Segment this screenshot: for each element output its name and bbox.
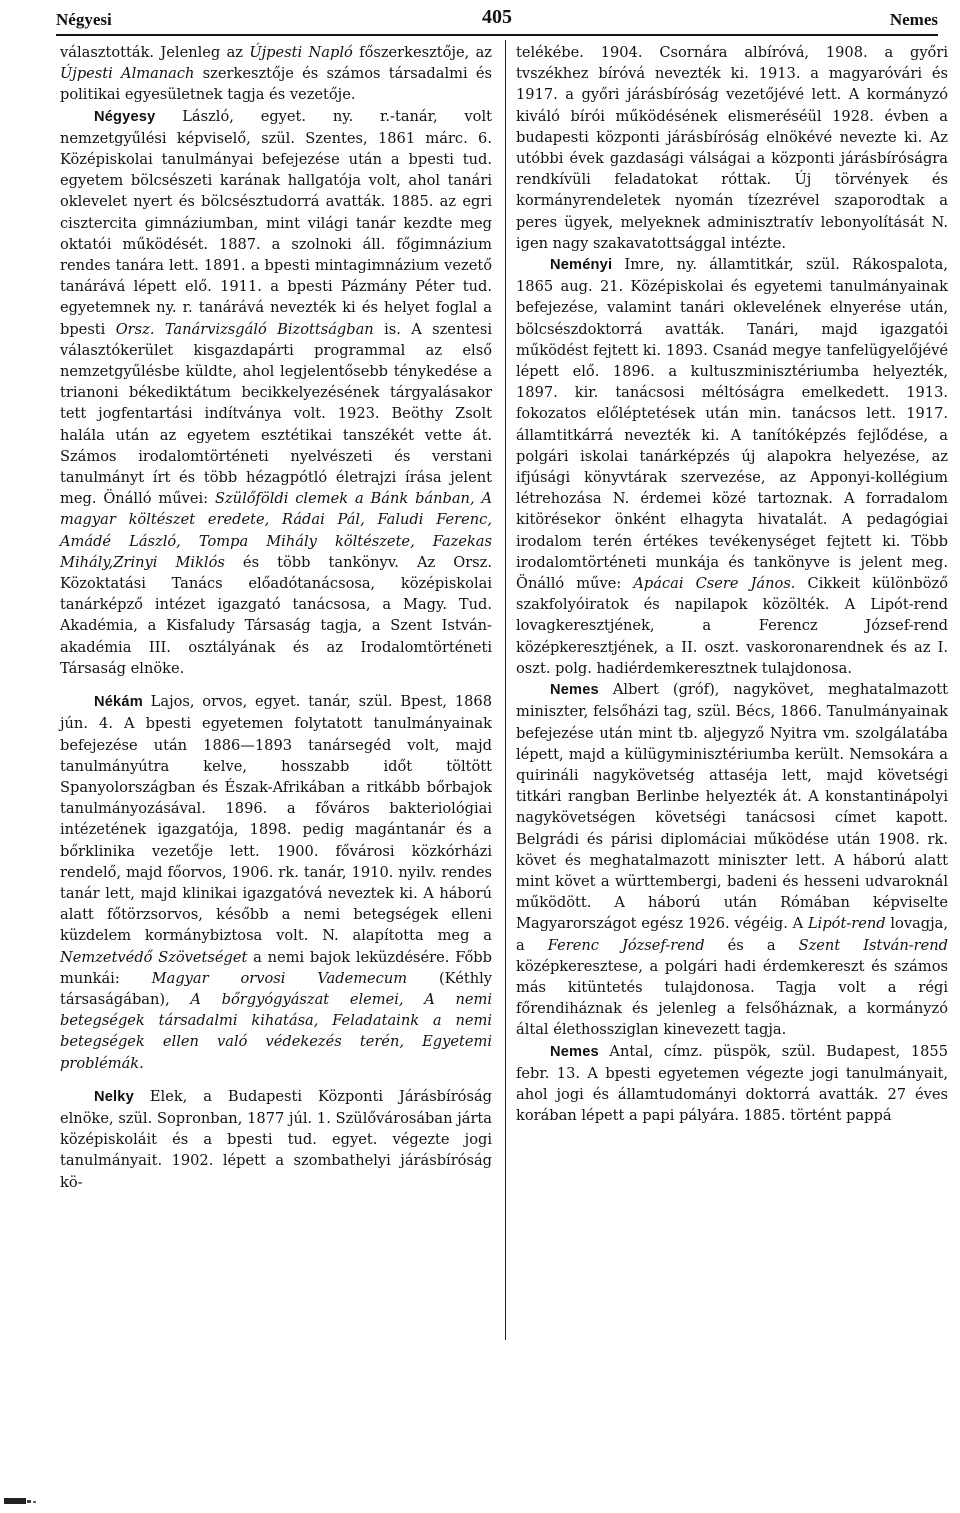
italic-title: Szent István-rend [798, 936, 949, 954]
entry-headword: Neményi [550, 257, 613, 274]
italic-title: a Bánk bánban, A magyar költészet eredete, Rádai Pál, Faludi Ferenc, Amádé László, Tompa Mihály költészete, Fazekas Mihály,Zrinyi Miklós [60, 490, 493, 571]
italic-title: Magyar orvosi Vademecum [151, 969, 408, 987]
italic-title: Apácai Csere János. [633, 575, 796, 593]
left-column [60, 42, 492, 1193]
entry-headword: Nékám [94, 694, 143, 711]
text-run: Albert (gróf), nagykövet, meghatalmazott miniszter, felsőházi tag, szül. Bécs, 1866. Tanulmányainak befejezése után mint tb. aljegyző Nyitra vm. szolgálatába lépett, majd a külügyminisztériumba került. Nemsokára a quirináli nagykövetség attaséja lett, majd követségi titkári rangban Berlinbe helyezték át. A konstantinápolyi nagykövetségen követségi tanácsosi címet kapott. Belgrádi és párisi diplomáciai működése után 1908. rk. követ és meghatalmazott miniszter lett. A háború alatt mint követ a württembergi, badeni és hesseni udvaroknál működött. A háború után Rómában képviselte Magyarországot egész 1926. végéig. A [516, 681, 948, 933]
entry-nekam [60, 691, 492, 1074]
italic-title: Újpesti Almanach [60, 65, 195, 83]
text-run: (Kéthly társaságában), [60, 969, 493, 1008]
italic-title: Lipót-rend [807, 915, 886, 933]
text-run: Lajos, orvos, egyet. tanár, szül. Bpest, 1868 jún. 4. A bpesti egyetemen folytatott tanulmányainak befejezése után 1886—1893 tanársegéd volt, majd tanulmányútra kelve, hosszabb időt töltött Spanyolországban és Észak-Afrikában a ritkább bőrbajok tanulmányozásával. 1896. a főváros bakteriológiai intézetének igazgatója, 1898. pedig magántanár és a bőrklinika vezetője lett. 1900. fővárosi közkórházi rendelő, majd főorvos, 1906. rk. tanár, 1910. nyilv. rendes tanár lett, majd klinikai igazgatóvá neveztek ki. A háború alatt főtörzsorvos, később a nemi betegségek elleni küzdelem kormánybiztosa volt. N. alapította meg a [60, 693, 492, 945]
text-run: a nemi bajok leküzdésére. Főbb munkái: [60, 948, 492, 987]
page-header [56, 6, 938, 32]
entry-nelky-continuation [516, 42, 948, 254]
column-divider [505, 40, 506, 1340]
text-run: Imre, ny. államtitkár, szül. Rákospalota, 1865 aug. 21. Középiskolai és egyetemi tanulmányainak befejezése, valamint tanári oklevelének elnyerése után, bölcsészdoktorrá avatták. Tanári, majd igazgatói működést fejtett ki. 1893. Csanád megye tanfelügyelőjévé lépett elő. 1896. a kultuszminisztériumba helyezték, 1897. kir. tanácsosi méltóságra emelkedett. 1913. fokozatos előléptetések után min. tanácsos lett. 1917. államtitkárrá nevezték ki. A tanítóképzés fejlődése, a polgári iskolai tanárképzés új alapokra helyezése, az ifjúsági könyvtárak szervezése, az Apponyi-kollégium létrehozása N. érdemei közé tartoznak. A forradalom kitörésekor önként elhagyta hivatalát. A pedagógiai irodalom terén értékes tevékenységet fejtett ki. Több irodalomtörténeti munkája és tankönyve is jelent meg. Önálló műve: [516, 256, 948, 593]
text-run [348, 490, 355, 507]
text-run: Cikkeit különböző szakfolyóiratok és napilapok közölték. A Lipót-rend lovagkeresztjének, a Ferencz József-rend középkeresztjének, a II. oszt. vaskoronarendnek és az I. oszt. polg. hadiérdemkeresztnek tulajdonosa. [516, 575, 949, 677]
text-run: Antal, címz. püspök, szül. Budapest, 1855 febr. 13. A bpesti egyetemen végezte jogi tanulmányait, ahol jogi és államtudományi doktorrá avatták. 27 éves korában lépett a papi pályára. 1885. történt pappá [516, 1042, 948, 1125]
header-rule [56, 34, 938, 36]
text-run: lovagja, a [516, 915, 948, 954]
italic-title: A bőrgyógyászat elemei, A nemi betegségek társadalmi kihatása, Feladataink a nemi betegségek ellen való védekezés terén, Egyetemi problémák. [60, 990, 492, 1072]
page-number: 405 [482, 6, 512, 28]
text-run: választották. Jelenleg az [60, 44, 250, 61]
entry-headword: Nemes [550, 682, 599, 699]
text-run: Elek, a Budapesti Központi Járásbíróság elnöke, szül. Sopronban, 1877 júl. 1. Szülővárosában járta középiskoláit és a bpesti tud. egyet. végezte jogi tanulmányait. 1902. lépett a szombathelyi járásbíróság kö- [60, 1087, 492, 1191]
italic-title: Ferenc József-rend [547, 936, 705, 954]
entry-nelky [60, 1086, 492, 1193]
text-run: főszerkesztője, az [352, 44, 492, 61]
header-right-keyword: Nemes [889, 10, 938, 29]
italic-title: Újpesti Napló [249, 44, 353, 61]
right-column [516, 42, 948, 1126]
text-run: is. A szentesi választókerület kisgazdapárti programmal az első nemzetgyűlésbe küldte, ahol legjelentősebb ténykedése a trianoni békediktátum becikkelyezésének tárgyalásakor tett jogfentartási indítványa volt. 1923. Beöthy Zsolt halála után az egyetem esztétikai tanszékét vette át. Számos irodalomtörténeti nyelvészeti és verstani tanulmányt írt és több hézagpótló életrajzi írása jelent meg. Önálló művei: [60, 320, 492, 508]
text-run: és több tankönyv. Az Orsz. Közoktatási Tanács előadótanácsosa, középiskolai tanárképző intézet igazgató tanácsosa, a Magy. Tud. Akadémia, a Kisfaludy Társaság tagja, a Szent István-akadémia III. osztályának és az Irodalomtörténeti Társaság elnöke. [60, 553, 493, 677]
entry-negyesy [60, 106, 492, 679]
header-left-keyword: Négyesi [56, 10, 112, 29]
entry-nemes-antal [516, 1041, 948, 1127]
italic-title: Nemzetvédő Szövetséget [60, 948, 248, 966]
entry-headword: Nemes [550, 1043, 599, 1060]
entry-headword: Négyesy [94, 108, 156, 125]
text-run: és a [704, 936, 799, 954]
entry-headword: Nelky [94, 1088, 134, 1105]
scan-smudge [4, 1496, 38, 1506]
italic-title: Szülőföldi clemek [214, 490, 349, 508]
entry-nemenyi [516, 254, 948, 679]
text-run: középkeresztese, a polgári hadi érdemkereszt és számos más kitüntetés tulajdonosa. Tagja volt a régi főrendiháznak és jelenleg a felsőháznak, a kormányzó által élethossziglan kinevezett tagja. [516, 957, 948, 1039]
italic-title: Orsz. Tanárvizsgáló Bizottságban [115, 320, 374, 338]
text-run: László, egyet. ny. r.-tanár, volt nemzetgyűlési képviselő, szül. Szentes, 1861 márc. 6. Középiskolai tanulmányai befejezése után a bpesti tud. egyetem bölcsészeti karának hallgatója volt, ahol tanári oklevelet nyert és bölcsésztudorrá avatták. 1885. az egri cisztercita gimnáziumban, mint világi tanár kezdte meg oktatói működését. 1887. a szolnoki áll. főgimnázium rendes tanára lett. 1891. a bpesti mintagimnázium vezető tanárává lépett elő. 1911. a bpesti Pázmány Péter tud. egyetemnek ny. r. tanárává nevezték ki és helyet foglal a bpesti [60, 107, 492, 338]
entry-nemes-albert [516, 679, 948, 1040]
text-run: szerkesztője és számos társadalmi és politikai egyesületnek tagja és vezetője. [60, 65, 492, 104]
text-run: telékébe. 1904. Csornára albíróvá, 1908. a győri tvszékhez bíróvá nevezték ki. 1913. a magyaróvári és 1917. a győri járásbíróság vezetőjévé lett. A kormányzó kiváló bírói működésének elismeréséül 1928. évben a budapesti központi járásbíróság elnökévé nevezte ki. Az utóbbi évek gazdasági válságai a központi járásbíróságra rendkívüli feladatokat róttak. Új törvények és kormányrendeletek nyomán tízezrével szaporodtak a peres ügyek, melyeknek adminisztratív lebonyolítását N. igen nagy szakavatottsággal intézte. [516, 44, 948, 252]
entry-continuation [60, 42, 492, 106]
